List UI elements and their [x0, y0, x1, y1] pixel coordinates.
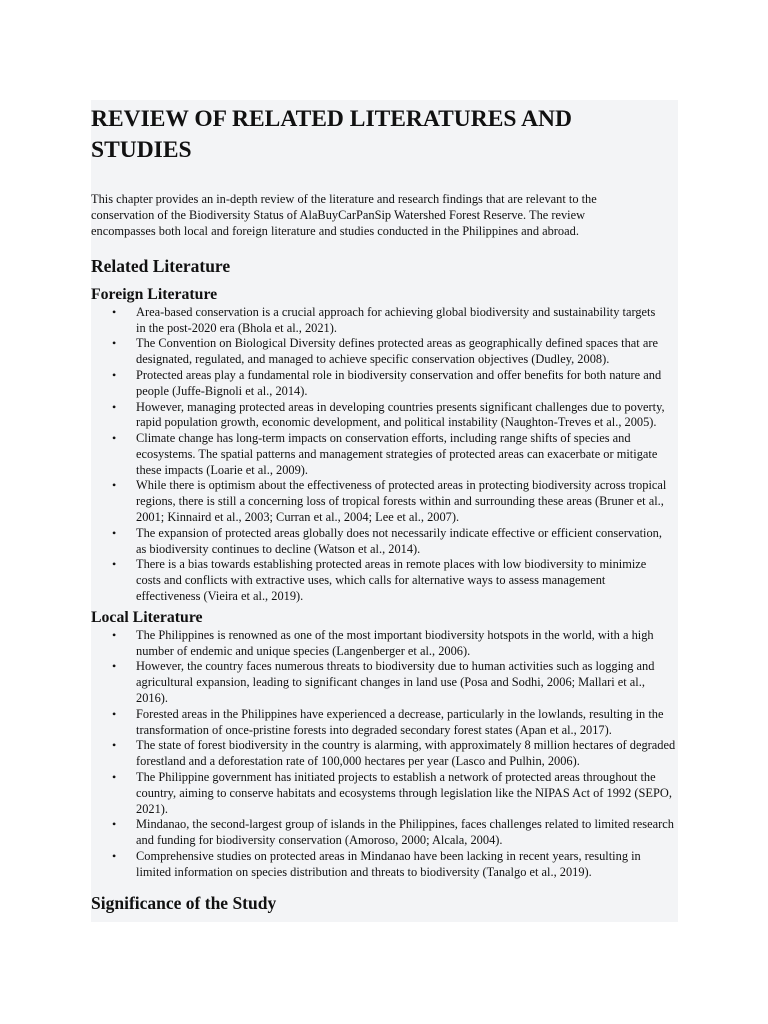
list-item: • Forested areas in the Philippines have experienced a decrease, particularly in the lowlands, resulting in the transformation of once-pristine forests into degraded secondary forest states (Apan et al., 2017). — [91, 707, 678, 739]
list-item: • There is a bias towards establishing protected areas in remote places with low biodiversity to minimize costs and conflicts with extractive uses, which calls for alternative ways to assess management effectiveness (Vieira et al., 2019). — [91, 557, 678, 604]
foreign-literature-heading: Foreign Literature — [91, 285, 218, 303]
list-item: • Area-based conservation is a crucial approach for achieving global biodiversity and sustainability targets in the post-2020 era (Bhola et al., 2021). — [91, 305, 678, 337]
local-literature-list — [91, 628, 678, 881]
list-item: • Comprehensive studies on protected areas in Mindanao have been lacking in recent years, resulting in limited information on species distribution and threats to biodiversity (Tanalgo et al., 2019). — [91, 849, 678, 881]
list-item: • However, the country faces numerous threats to biodiversity due to human activities such as logging and agricultural expansion, leading to significant changes in land use (Posa and Sodhi, 2006; Mallari et al., 2016). — [91, 659, 678, 706]
intro-paragraph: This chapter provides an in-depth review of the literature and research findings that are relevant to the conservation of the Biodiversity Status of AlaBuyCarPanSip Watershed Forest Reserve. The review encompasses both local and foreign literature and studies conducted in the Philippines and abroad. — [91, 192, 597, 238]
list-item: • The Convention on Biological Diversity defines protected areas as geographically defined spaces that are designated, regulated, and managed to achieve specific conservation objectives (Dudley, 2008). — [91, 336, 678, 368]
document-body — [91, 100, 678, 914]
list-item: • The expansion of protected areas globally does not necessarily indicate effective or efficient conservation, as biodiversity continues to decline (Watson et al., 2014). — [91, 526, 678, 558]
list-item: • The Philippine government has initiated projects to establish a network of protected areas throughout the country, aiming to conserve habitats and ecosystems through legislation like the NIPAS Act of 1992 (SEPO, 2021). — [91, 770, 678, 817]
foreign-literature-list — [91, 305, 678, 605]
list-item: • Protected areas play a fundamental role in biodiversity conservation and offer benefits for both nature and people (Juffe-Bignoli et al., 2014). — [91, 368, 678, 400]
list-item: • The state of forest biodiversity in the country is alarming, with approximately 8 million hectares of degraded forestland and a deforestation rate of 100,000 hectares per year (Lasco and Pulhin, 2006). — [91, 738, 678, 770]
list-item: • While there is optimism about the effectiveness of protected areas in protecting biodiversity across tropical regions, there is still a concerning loss of tropical forests within and surrounding these areas (Bruner et al., 2001; Kinnaird et al., 2003; Curran et al., 2004; Lee et al., 2007). — [91, 478, 678, 525]
list-item: • However, managing protected areas in developing countries presents significant challenges due to poverty, rapid population growth, economic development, and political instability (Naughton-Treves et al., 2005). — [91, 400, 678, 432]
list-item: • The Philippines is renowned as one of the most important biodiversity hotspots in the world, with a high number of endemic and unique species (Langenberger et al., 2006). — [91, 628, 678, 660]
list-item: • Mindanao, the second-largest group of islands in the Philippines, faces challenges related to limited research and funding for biodiversity conservation (Amoroso, 2000; Alcala, 2004). — [91, 817, 678, 849]
local-literature-heading: Local Literature — [91, 608, 203, 626]
related-literature-heading: Related Literature — [91, 255, 231, 276]
significance-heading: Significance of the Study — [91, 892, 277, 913]
document-title: REVIEW OF RELATED LITERATURES AND STUDIES — [91, 106, 572, 163]
list-item: • Climate change has long-term impacts on conservation efforts, including range shifts of species and ecosystems. The spatial patterns and management strategies of protected areas can exacerbate or mitigate these impacts (Loarie et al., 2009). — [91, 431, 678, 478]
